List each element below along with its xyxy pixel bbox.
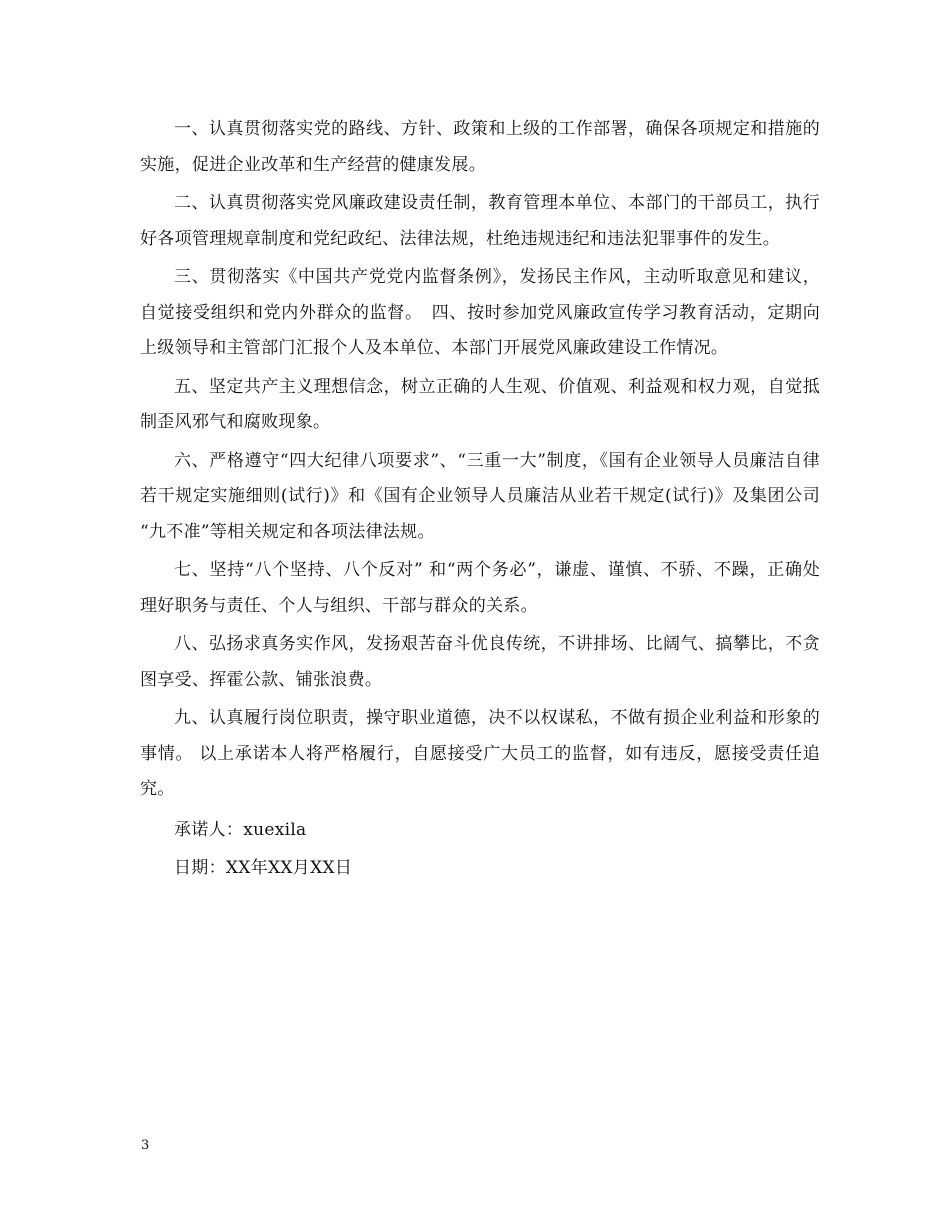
paragraph-7: 八、弘扬求真务实作风，发扬艰苦奋斗优良传统，不讲排场、比阔气、搞攀比，不贪图享受、挥霍公款、铺张浪费。 [140, 634, 820, 690]
paragraph-1: 一、认真贯彻落实党的路线、方针、政策和上级的工作部署，确保各项规定和措施的实施，促进企业改革和生产经营的健康发展。 [140, 119, 820, 175]
page-number: 3 [141, 1138, 150, 1153]
date-line: 日期：XX年XX月XX日 [174, 857, 353, 878]
paragraph-4: 五、坚定共产主义理想信念，树立正确的人生观、价值观、利益观和权力观，自觉抵制歪风邪气和腐败现象。 [140, 376, 820, 432]
paragraph-5: 六、严格遵守“四大纪律八项要求”、“三重一大”制度，《国有企业领导人员廉洁自律若干规定实施细则(试行)》和《国有企业领导人员廉洁从业若干规定(试行)》及集团公司 “九不准”等相关规定和各项法律法规。 [140, 450, 820, 542]
paragraph-3: 三、贯彻落实《中国共产党党内监督条例》，发扬民主作风，主动听取意见和建议，自觉接受组织和党内外群众的监督。 四、按时参加党风廉政宣传学习教育活动，定期向上级领导和主管部门汇报个人及本单位、本部门开展党风廉政建设工作情况。 [140, 267, 820, 358]
paragraph-8: 九、认真履行岗位职责，操守职业道德，决不以权谋私，不做有损企业利益和形象的事情。 以上承诺本人将严格履行，自愿接受广大员工的监督，如有违反，愿接受责任追究。 [140, 708, 820, 799]
paragraph-6: 七、坚持“八个坚持、八个反对” 和“两个务必”，谦虚、谨慎、不骄、不躁，正确处理好职务与责任、个人与组织、干部与群众的关系。 [140, 560, 820, 616]
document-body [140, 112, 820, 887]
paragraph-2: 二、认真贯彻落实党风廉政建设责任制，教育管理本单位、本部门的干部员工，执行好各项管理规章制度和党纪政纪、法律法规，杜绝违规违纪和违法犯罪事件的发生。 [140, 193, 820, 249]
signer-line: 承诺人：xuexila [174, 819, 307, 840]
